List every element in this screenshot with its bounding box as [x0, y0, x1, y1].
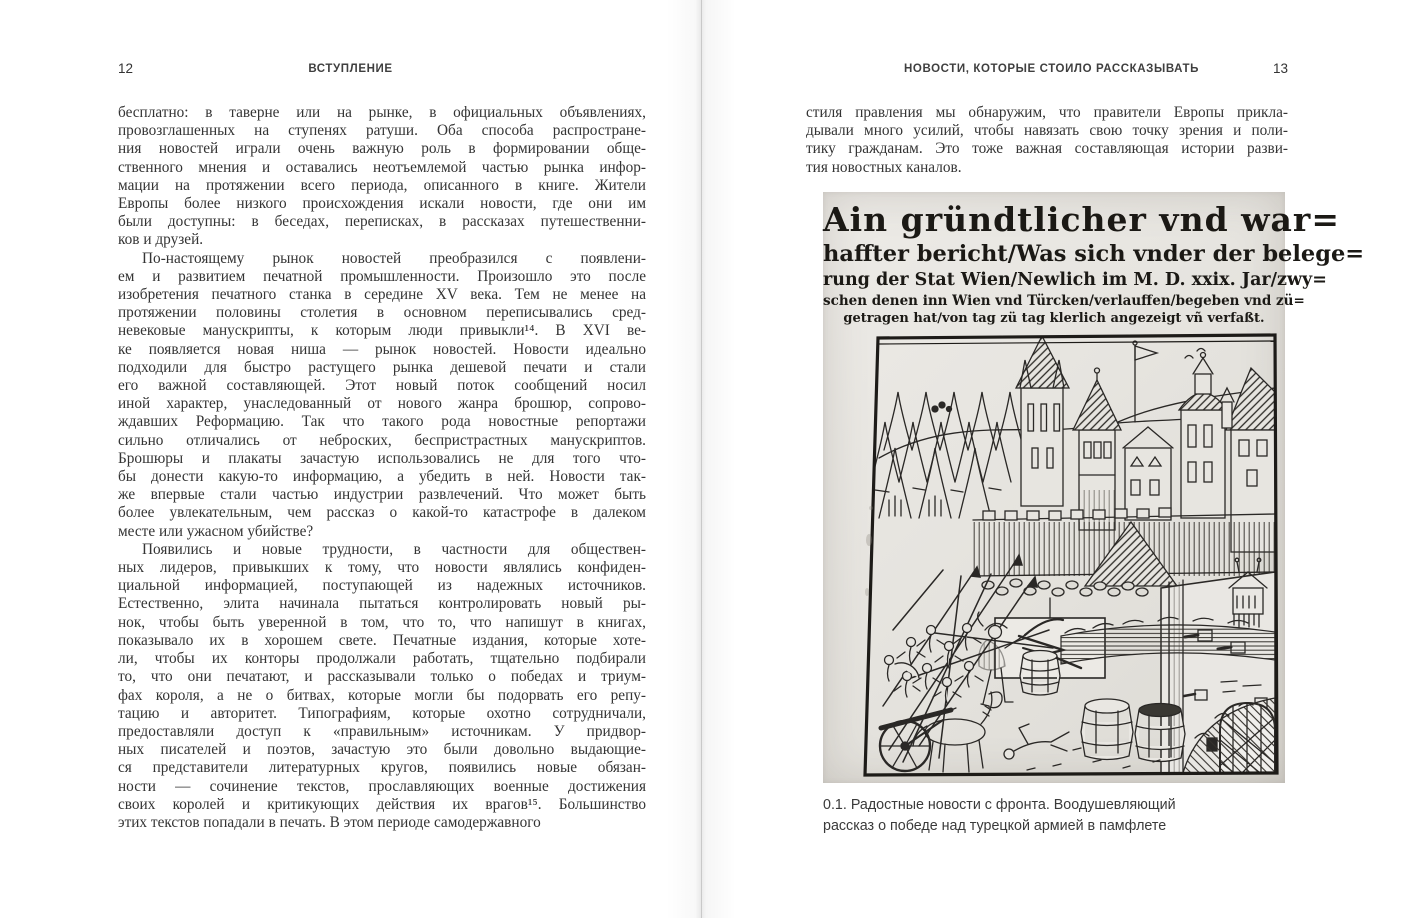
- text-line: сильно отличались от неброских, беспристрастных манускриптов.: [118, 431, 646, 449]
- text-line: бесплатно: в таверне или на рынке, в официальных объявлениях,: [118, 104, 646, 121]
- text-line: Появились и новые трудности, в частности для обществен-: [142, 540, 646, 558]
- text-line: ся представители литературных кругов, появились новые обязан-: [118, 759, 646, 777]
- text-line: тацию и авторитет. Типографиям, которые охотно сотрудничали,: [118, 704, 646, 722]
- figure-caption-line: рассказ о победе над турецкой армией в памфлете: [823, 818, 1167, 834]
- text-line: ке появляется новая ниша — рынок новостей. Новости идеально: [118, 340, 646, 358]
- text-line: невековые манускрипты, к которым люди привыкли¹⁴. В XVI ве-: [118, 322, 646, 340]
- pamphlet-title-line: getragen hat/von tag zü tag klerlich angezeigt vñ verfaßt.: [843, 311, 1265, 326]
- text-line: предоставляли доступ к «правильным» источникам. У придвор-: [118, 722, 646, 740]
- text-line: бы донести какую-то информацию, а убедить в ней. Новости так-: [118, 468, 646, 486]
- text-line: мации на протяжении всего периода, описанного в книге. Жители: [118, 176, 646, 194]
- figure-caption: [823, 795, 1303, 837]
- text-line: дывали много усилий, чтобы навязать свою точку зрения и поли-: [806, 122, 1288, 140]
- text-line: ем и развитием печатной промышленности. Произошло это после: [118, 267, 646, 285]
- woodcut-battle-scene-illustration: [823, 330, 1285, 781]
- text-line: ственного мнения и оставались неотъемлемой частью рынка инфор-: [118, 158, 646, 176]
- text-line: тику гражданам. Это тоже важная составляющая истории разви-: [806, 140, 1288, 158]
- text-line: провозглашенных на ступенях ратуши. Оба способа распростране-: [118, 122, 646, 140]
- right-running-head: НОВОСТИ, КОТОРЫЕ СТОИЛО РАССКАЗЫВАТЬ: [904, 63, 1199, 75]
- text-line: Европы более низкого происхождения искали новости, где они им: [118, 195, 646, 213]
- text-line: же впервые стали частью индустрии развлечений. Что может быть: [118, 486, 646, 504]
- text-line: ния новостей играли очень важную роль в формировании обще-: [118, 140, 646, 158]
- text-line: нок, чтобы быть уверенной в том, что то, что напишут в книгах,: [118, 613, 646, 631]
- left-page-number: 12: [118, 61, 134, 76]
- pamphlet-title-line: Ain gründtlicher vnd war=: [823, 200, 1340, 239]
- text-line: его важной составляющей. Этот новый поток сообщений носил: [118, 377, 646, 395]
- text-line: ли, чтобы их конторы продолжали работать, тщательно подбирали: [118, 650, 646, 668]
- right-page-text: [806, 104, 1288, 177]
- text-line: ждавших Реформацию. Так что такого рода новостные репортажи: [118, 413, 646, 431]
- text-line: протяжении половины столетия в основном переписывались сред-: [118, 304, 646, 322]
- text-line: циальной информацией, поступающей из надежных источников.: [118, 577, 646, 595]
- text-line: месте или ужасном убийстве?: [118, 522, 314, 540]
- right-page-number: 13: [1272, 61, 1288, 76]
- left-running-head: ВСТУПЛЕНИЕ: [308, 63, 393, 75]
- text-line: то, что они печатают, и рассказывали только о победах и триум-: [118, 668, 646, 686]
- text-line: По-настоящему рынок новостей преобразился с появлени-: [142, 249, 646, 267]
- text-line: ных лидеров, привыкших к тому, что новости являлись конфиден-: [118, 559, 646, 577]
- pamphlet-title-line: rung der Stat Wien/Newlich im M. D. xxix. Jar/zwy=: [823, 270, 1327, 290]
- text-line: показывало их в хорошем свете. Печатные издания, которые хоте-: [118, 631, 646, 649]
- text-line: стиля правления мы обнаружим, что правители Европы прикла-: [806, 104, 1288, 121]
- text-line: этих текстов попадали в печать. В этом периоде самодержавного: [118, 813, 541, 831]
- text-line: Брошюры и плакаты зачастую использовались не для того что-: [118, 449, 646, 467]
- text-line: изобретения печатного станка в середине XV века. Тем не менее на: [118, 286, 646, 304]
- text-line: были доступны: в беседах, переписках, в рассказах путешественни-: [118, 213, 646, 231]
- text-line: подходили для быстро растущего рынка дешевой печати и стали: [118, 358, 646, 376]
- text-line: фах короля, а не о битвах, которые могли бы подорвать его репу-: [118, 686, 646, 704]
- text-line: ности — сочинение текстов, прославляющих военные достижения: [118, 777, 646, 795]
- right-page: [701, 0, 1402, 918]
- text-line: Естественно, элита начинала пытаться контролировать новый ры-: [118, 595, 646, 613]
- text-line: ков и друзей.: [118, 231, 204, 249]
- pamphlet-blackletter-title: [823, 199, 1365, 327]
- figure-caption-line: 0.1. Радостные новости с фронта. Воодушевляющий: [823, 797, 1176, 813]
- pamphlet-figure: [823, 192, 1365, 783]
- text-line: более увлекательным, чем рассказ о какой-то катастрофе в далеком: [118, 504, 646, 522]
- text-line: своих королей и критикующих действия их врагов¹⁵. Большинство: [118, 795, 646, 813]
- pamphlet-title-line: schen denen inn Wien vnd Türcken/verlauffen/begeben vnd zü=: [823, 293, 1305, 309]
- left-page-text: [118, 104, 646, 832]
- text-line: тия новостных каналов.: [806, 158, 962, 176]
- pamphlet-title-line: haffter bericht/Was sich vnder der belege=: [823, 241, 1365, 267]
- text-line: ных писателей и поэтов, зачастую это были довольно выдающие-: [118, 741, 646, 759]
- text-line: иной характер, унаследованный от нового жанра брошюр, сопрово-: [118, 395, 646, 413]
